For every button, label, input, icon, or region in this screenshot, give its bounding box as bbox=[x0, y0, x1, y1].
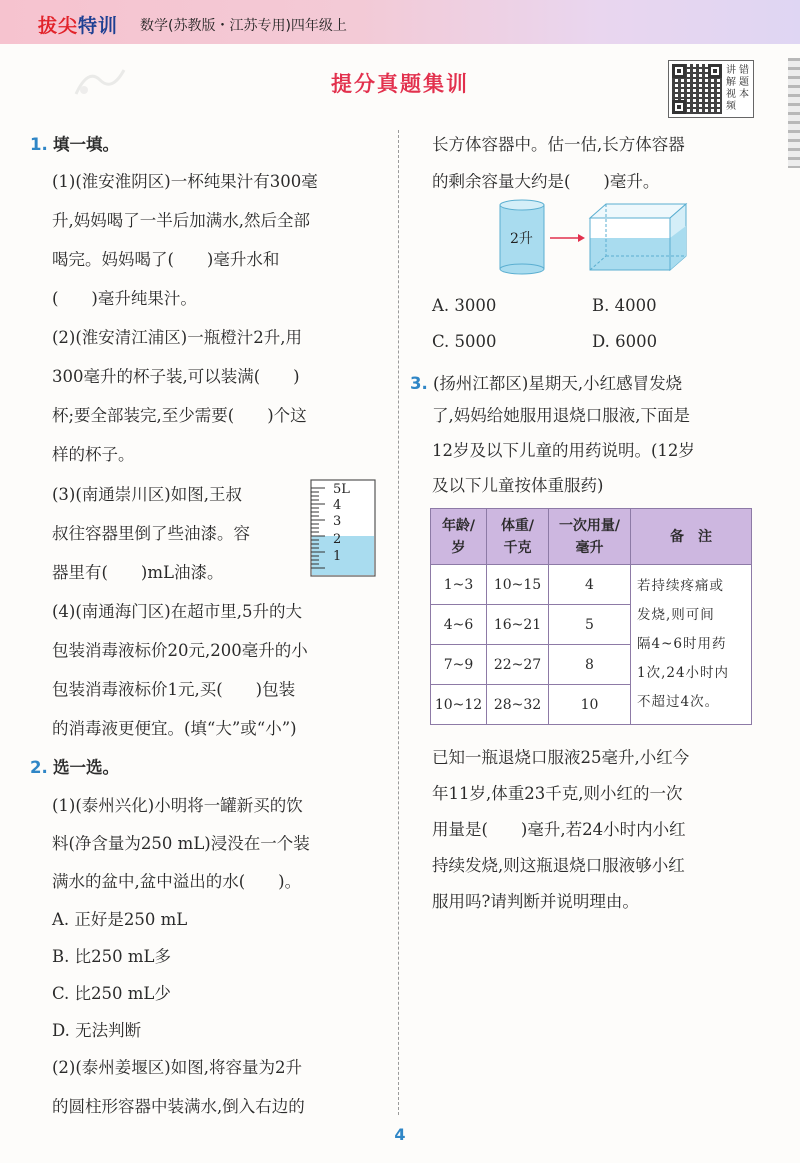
qr-label bbox=[726, 65, 752, 113]
brand-logo bbox=[38, 11, 118, 38]
cell-weight: 28~32 bbox=[487, 685, 549, 725]
qr-label-char: 题 bbox=[739, 77, 749, 88]
text-line: 及以下儿童按体重服药) bbox=[432, 476, 604, 495]
cell-age: 10~12 bbox=[431, 685, 487, 725]
note-line: 不超过4次。 bbox=[637, 694, 720, 710]
text-line: (1)(淮安淮阴区)一杯纯果汁有300毫 bbox=[52, 172, 318, 191]
text-line: 服用吗?请判断并说明理由。 bbox=[432, 892, 639, 911]
header-line: 年龄/ bbox=[441, 517, 476, 534]
text-line: 的剩余容量大约是( )毫升。 bbox=[432, 172, 660, 191]
text-line: ( )毫升纯果汁。 bbox=[52, 289, 197, 308]
cell-dose: 8 bbox=[549, 645, 631, 685]
question-2-heading bbox=[30, 754, 119, 778]
table-row bbox=[431, 565, 752, 605]
text-line: 叔往容器里倒了些油漆。容 bbox=[52, 524, 250, 543]
text-line: 300毫升的杯子装,可以装满( ) bbox=[52, 367, 300, 386]
text-line: (2)(泰州姜堰区)如图,将容量为2升 bbox=[52, 1058, 302, 1077]
liquid-fill bbox=[312, 536, 374, 575]
qr-label-char: 错 bbox=[739, 65, 749, 76]
qr-label-char: 讲 bbox=[726, 65, 736, 76]
cuboid-container bbox=[590, 204, 686, 270]
cup-label-3: 3 bbox=[333, 514, 342, 529]
cell-weight: 22~27 bbox=[487, 645, 549, 685]
brand-part1: 拔尖 bbox=[38, 15, 79, 37]
text-line: (3)(南通崇川区)如图,王叔 bbox=[52, 485, 242, 504]
text-line: 包装消毒液标价20元,200毫升的小 bbox=[52, 641, 308, 660]
text-line: 的圆柱形容器中装满水,倒入右边的 bbox=[52, 1097, 305, 1116]
cell-age: 1~3 bbox=[431, 565, 487, 605]
cup-label-2: 2 bbox=[333, 532, 342, 547]
option-b: B. 4000 bbox=[592, 296, 657, 315]
header-line: 体重/ bbox=[500, 517, 535, 534]
text-line: 用量是( )毫升,若24小时内小红 bbox=[432, 820, 686, 839]
qr-label-char: 本 bbox=[739, 89, 749, 100]
note-line: 隔4~6时用药 bbox=[637, 636, 727, 652]
header-subtitle: 数学(苏教版・江苏专用)四年级上 bbox=[140, 18, 347, 34]
text-line: 喝完。妈妈喝了( )毫升水和 bbox=[52, 250, 280, 269]
text-line: (扬州江都区)星期天,小红感冒发烧 bbox=[433, 374, 683, 393]
page-title: 提分真题集训 bbox=[331, 72, 469, 96]
cell-age: 7~9 bbox=[431, 645, 487, 685]
header-line: 岁 bbox=[451, 539, 466, 556]
option-c: C. 比250 mL少 bbox=[52, 984, 171, 1003]
cell-age: 4~6 bbox=[431, 605, 487, 645]
qr-code-icon[interactable] bbox=[672, 64, 722, 114]
text-line: 包装消毒液标价1元,买( )包装 bbox=[52, 680, 296, 699]
header-weight bbox=[487, 509, 549, 565]
qr-label-char bbox=[739, 101, 752, 113]
text-line: 样的杯子。 bbox=[52, 445, 135, 464]
question-instruction: 选一选。 bbox=[53, 758, 119, 777]
cylinder bbox=[500, 200, 544, 274]
text-line: 了,妈妈给她服用退烧口服液,下面是 bbox=[432, 406, 690, 425]
brand-part2: 特训 bbox=[78, 15, 119, 37]
question-instruction: 填一填。 bbox=[53, 135, 119, 154]
header-age bbox=[431, 509, 487, 565]
note-line: 发烧,则可间 bbox=[637, 607, 715, 623]
header-line: 毫升 bbox=[575, 539, 604, 556]
text-line: 料(净含量为250 mL)浸没在一个装 bbox=[52, 834, 310, 853]
question-number: 3. bbox=[410, 374, 428, 393]
option-d: D. 6000 bbox=[592, 332, 658, 351]
cup-label-5L: 5L bbox=[333, 482, 350, 497]
measuring-cup-figure bbox=[307, 478, 379, 578]
option-a: A. 3000 bbox=[432, 296, 497, 315]
text-line: 满水的盆中,盆中溢出的水( )。 bbox=[52, 872, 302, 891]
text-line: (2)(淮安清江浦区)一瓶橙汁2升,用 bbox=[52, 328, 302, 347]
text-line: 的消毒液更便宜。(填“大”或“小”) bbox=[52, 719, 297, 738]
qr-label-char: 频 bbox=[726, 101, 736, 112]
question-number: 1. bbox=[30, 135, 48, 154]
text-line: 12岁及以下儿童的用药说明。(12岁 bbox=[432, 441, 695, 460]
note-line: 1次,24小时内 bbox=[637, 665, 730, 681]
qr-code-block[interactable] bbox=[668, 60, 754, 118]
header-note: 备 注 bbox=[631, 509, 752, 565]
cell-weight: 10~15 bbox=[487, 565, 549, 605]
question-3-heading bbox=[410, 370, 682, 394]
header-line: 千克 bbox=[503, 539, 532, 556]
text-line: 年11岁,体重23千克,则小红的一次 bbox=[432, 784, 683, 803]
header-dose bbox=[549, 509, 631, 565]
cylinder-label: 2升 bbox=[510, 231, 533, 247]
cell-dose: 5 bbox=[549, 605, 631, 645]
question-1-heading bbox=[30, 131, 119, 155]
option-a: A. 正好是250 mL bbox=[52, 910, 188, 929]
text-line: 持续发烧,则这瓶退烧口服液够小红 bbox=[432, 856, 685, 875]
text-line: 杯;要全部装完,至少需要( )个这 bbox=[52, 406, 307, 425]
note-line: 若持续疼痛或 bbox=[637, 578, 724, 594]
cell-dose: 4 bbox=[549, 565, 631, 605]
qr-label-char: 视 bbox=[726, 89, 736, 100]
text-line: 升,妈妈喝了一半后加满水,然后全部 bbox=[52, 211, 310, 230]
qr-label-char: 解 bbox=[726, 77, 736, 88]
header-line: 一次用量/ bbox=[558, 517, 621, 534]
arrow-icon bbox=[550, 234, 585, 242]
cell-note bbox=[631, 565, 752, 725]
cell-dose: 10 bbox=[549, 685, 631, 725]
option-d: D. 无法判断 bbox=[52, 1021, 142, 1040]
text-line: 长方体容器中。估一估,长方体容器 bbox=[432, 135, 685, 154]
cylinder-to-box-figure bbox=[490, 198, 690, 278]
text-line: (1)(泰州兴化)小明将一罐新买的饮 bbox=[52, 796, 303, 815]
page-number: 4 bbox=[394, 1125, 406, 1144]
text-line: 已知一瓶退烧口服液25毫升,小红今 bbox=[432, 748, 690, 767]
cell-weight: 16~21 bbox=[487, 605, 549, 645]
option-c: C. 5000 bbox=[432, 332, 497, 351]
table-header-row bbox=[431, 509, 752, 565]
cup-label-1: 1 bbox=[333, 549, 342, 564]
header-band bbox=[0, 0, 800, 44]
cup-label-4: 4 bbox=[333, 498, 342, 513]
text-line: 器里有( )mL油漆。 bbox=[52, 563, 224, 582]
text-line: (4)(南通海门区)在超市里,5升的大 bbox=[52, 602, 302, 621]
column-divider bbox=[398, 130, 399, 1115]
question-number: 2. bbox=[30, 758, 48, 777]
dosage-table bbox=[430, 508, 752, 725]
option-b: B. 比250 mL多 bbox=[52, 947, 171, 966]
